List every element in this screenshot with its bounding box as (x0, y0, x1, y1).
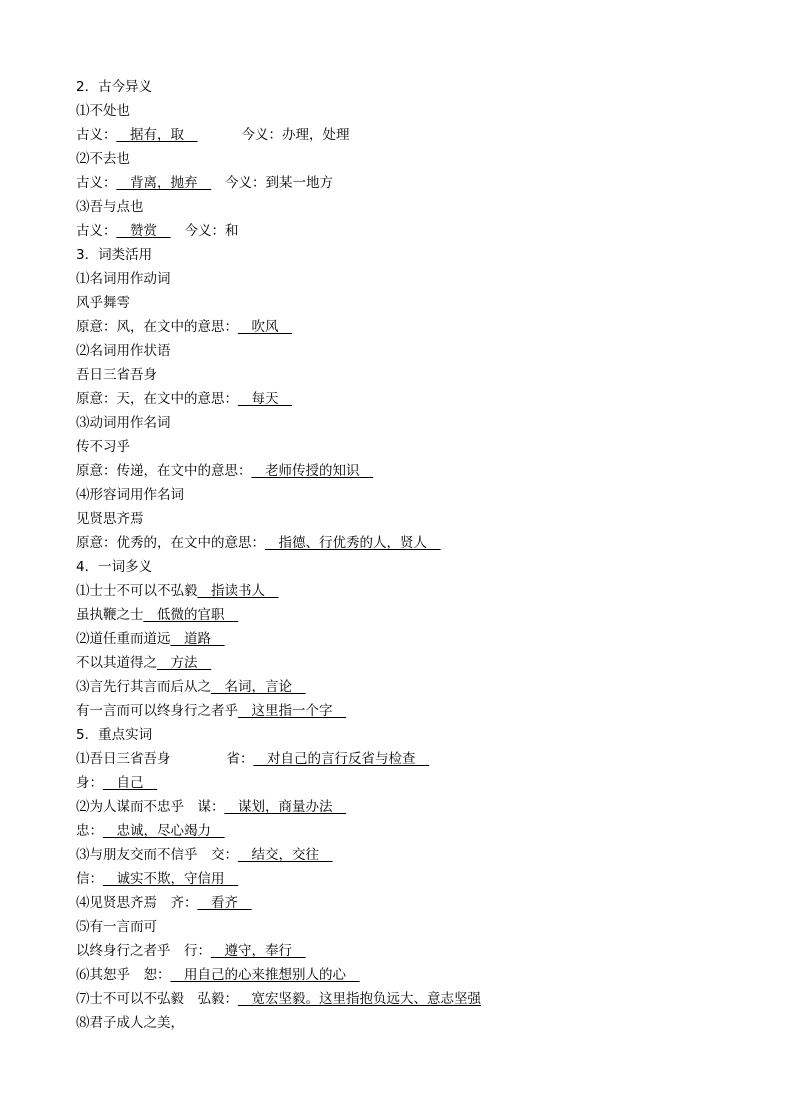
answer-prompt: 原意：天，在文中的意思： (76, 391, 238, 407)
answer: __老师传授的知识__ (251, 463, 373, 479)
modern-meaning: 今义：和 (184, 223, 239, 239)
s5-line7 (76, 894, 252, 912)
answer: __宽宏坚毅。这里指抱负远大、意志坚强 (238, 991, 481, 1007)
answer: __方法__ (157, 655, 211, 671)
s3-item4-answer-line (76, 534, 441, 552)
keyword: 身： (76, 775, 103, 791)
s4-line5 (76, 678, 306, 696)
s3-item2-example: 吾日三省吾身 (76, 367, 157, 383)
sentence: ⑵为人谋而不忠乎 谋： (76, 799, 225, 815)
s4-line4 (76, 654, 211, 672)
s3-item4-example: 见贤思齐焉 (76, 511, 144, 527)
modern-meaning: 今义：办理，处理 (241, 127, 350, 143)
modern-meaning: 今义：到某一地方 (225, 175, 333, 191)
section-3-title: 3．词类活用 (76, 247, 153, 263)
ancient-meaning-label: 古义： (76, 127, 117, 143)
ancient-meaning-label: 古义： (76, 223, 117, 239)
s3-item1-example: 风乎舞雩 (76, 295, 130, 311)
s5-line4 (76, 822, 225, 840)
answer: __指读书人__ (197, 583, 279, 599)
sentence: 不以其道得之 (76, 655, 157, 671)
s3-item2-question: ⑵名词用作状语 (76, 343, 171, 359)
answer: __指德、行优秀的人，贤人__ (265, 535, 441, 551)
answer: __自己__ (103, 775, 157, 791)
answer-prompt: 原意：风，在文中的意思： (76, 319, 238, 335)
answer: __每天__ (238, 391, 292, 407)
s2-item2-meanings (76, 174, 333, 192)
s5-line9 (76, 942, 306, 960)
s2-item1-meanings (76, 126, 350, 144)
s3-item1-question: ⑴名词用作动词 (76, 271, 171, 287)
sentence: ⑵道任重而道远 (76, 631, 171, 647)
s5-line1 (76, 750, 429, 768)
sentence: 有一言而可以终身行之者乎 (76, 703, 238, 719)
s2-item1-question: ⑴不处也 (76, 103, 130, 119)
ancient-meaning-label: 古义： (76, 175, 117, 191)
s3-item3-answer-line (76, 462, 373, 480)
sentence: 虽执鞭之士 (76, 607, 144, 623)
keyword: 信： (76, 871, 103, 887)
s5-line12: ⑻君子成人之美， (76, 1015, 184, 1031)
answer: __诚实不欺，守信用__ (103, 871, 238, 887)
s3-item3-example: 传不习乎 (76, 439, 130, 455)
sentence: ⑹其恕乎 恕： (76, 967, 171, 983)
sentence: ⑴士士不可以不弘毅 (76, 583, 198, 599)
answer: __结交，交往__ (238, 847, 333, 863)
ancient-meaning-answer: __据有，取__ (116, 127, 198, 143)
answer-prompt: 原意：传递，在文中的意思： (76, 463, 252, 479)
s2-item3-meanings (76, 222, 239, 240)
s3-item2-answer-line (76, 390, 292, 408)
answer: __谋划，商量办法__ (224, 799, 346, 815)
s5-line8: ⑸有一言而可 (76, 919, 157, 935)
section-5-title: 5．重点实词 (76, 727, 153, 743)
keyword: 省： (226, 751, 254, 767)
s3-item1-answer-line (76, 318, 292, 336)
s5-line10 (76, 966, 360, 984)
sentence: 以终身行之者乎 行： (76, 943, 211, 959)
sentence: ⑶言先行其言而后从之 (76, 679, 211, 695)
answer: __这里指一个字__ (238, 703, 346, 719)
answer: __遵守，奉行__ (211, 943, 306, 959)
keyword: 忠： (76, 823, 103, 839)
s4-line6 (76, 702, 346, 720)
s5-line5 (76, 846, 333, 864)
s2-item3-question: ⑶吾与点也 (76, 199, 144, 215)
sentence: ⑺士不可以不弘毅 弘毅： (76, 991, 238, 1007)
answer: __用自己的心来推想别人的心__ (170, 967, 360, 983)
section-4-title: 4．一词多义 (76, 559, 153, 575)
ancient-meaning-answer: __赞赏__ (116, 223, 171, 239)
s4-line1 (76, 582, 279, 600)
answer: __对自己的言行反省与检查__ (253, 751, 429, 767)
section-2-title: 2．古今异义 (76, 79, 153, 95)
s5-line11 (76, 990, 481, 1008)
s3-item3-question: ⑶动词用作名词 (76, 415, 171, 431)
s5-line3 (76, 798, 346, 816)
sentence: ⑶与朋友交而不信乎 交： (76, 847, 238, 863)
s3-item4-question: ⑷形容词用作名词 (76, 487, 184, 503)
s2-item2-question: ⑵不去也 (76, 151, 130, 167)
s4-line3 (76, 630, 225, 648)
ancient-meaning-answer: __背离，抛弃__ (116, 175, 211, 191)
answer: __名词，言论__ (211, 679, 306, 695)
answer: __低微的官职__ (143, 607, 238, 623)
answer-prompt: 原意：优秀的，在文中的意思： (76, 535, 265, 551)
s5-line6 (76, 870, 238, 888)
s5-line2 (76, 774, 157, 792)
sentence: ⑷见贤思齐焉 齐： (76, 895, 198, 911)
answer: __看齐__ (197, 895, 252, 911)
s4-line2 (76, 606, 238, 624)
answer: __忠诚，尽心竭力__ (103, 823, 225, 839)
answer: __吹风__ (238, 319, 292, 335)
sentence: ⑴吾日三省吾身 (76, 751, 171, 767)
answer: __道路__ (170, 631, 225, 647)
